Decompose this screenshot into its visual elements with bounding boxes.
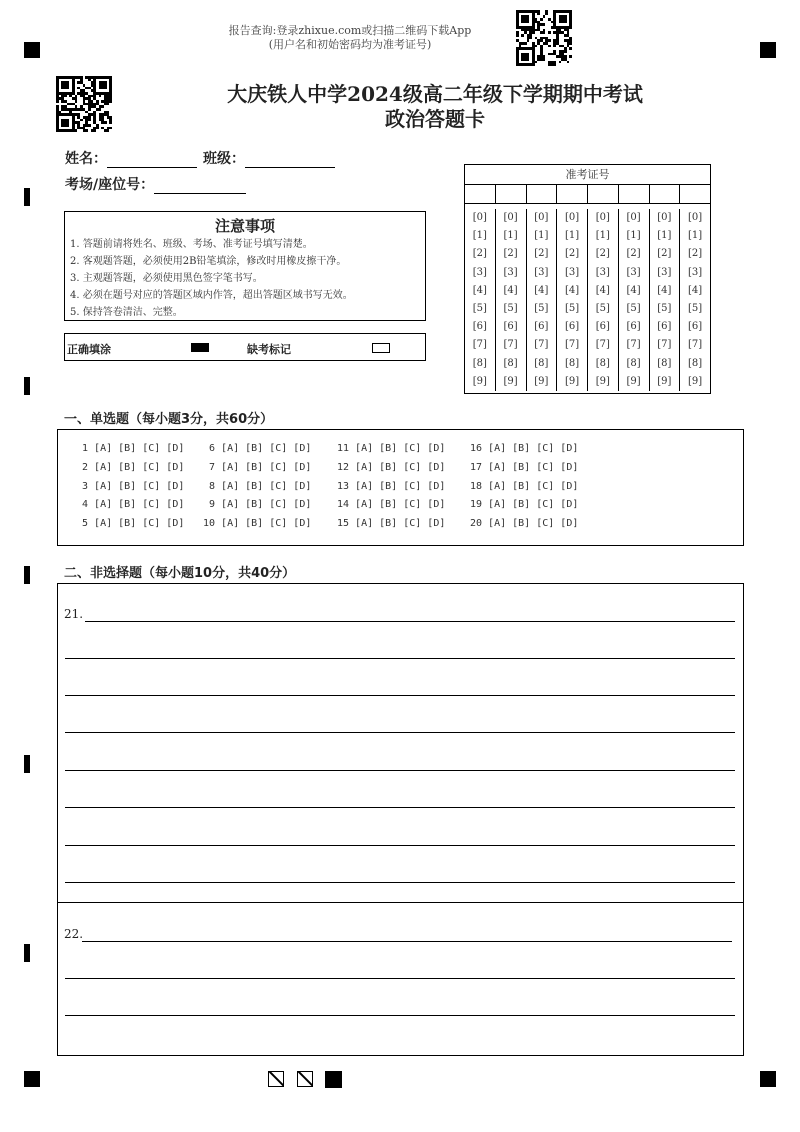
answer-line[interactable]: [65, 658, 735, 659]
admission-digit-bubble[interactable]: [7]: [626, 339, 641, 351]
admission-digit-bubble[interactable]: [7]: [595, 339, 610, 351]
choice-column: [337, 440, 445, 534]
admission-digit-bubble[interactable]: [0]: [595, 212, 610, 223]
admission-digit-bubble[interactable]: [3]: [565, 266, 580, 278]
timing-mark: [24, 944, 30, 962]
choice-row[interactable]: 5 [A] [B] [C] [D]: [76, 518, 185, 530]
admission-digit-bubble[interactable]: [7]: [534, 339, 549, 351]
answer-line[interactable]: [65, 807, 735, 808]
answer-line[interactable]: [85, 621, 735, 622]
choice-row[interactable]: 18 [A] [B] [C] [D]: [470, 480, 579, 492]
admission-digit-bubble[interactable]: [2]: [565, 248, 580, 260]
admission-digit-bubble[interactable]: [0]: [534, 212, 549, 223]
admission-digit-bubble[interactable]: [9]: [595, 375, 610, 387]
corner-mark-bottom-left: [24, 1071, 40, 1087]
admission-digit-bubble[interactable]: [8]: [688, 357, 703, 369]
admission-digit-bubble[interactable]: [1]: [626, 230, 641, 242]
admission-digit-bubble[interactable]: [9]: [472, 375, 487, 387]
choice-row[interactable]: 7 [A] [B] [C] [D]: [203, 461, 312, 473]
answer-line[interactable]: [65, 695, 735, 696]
exam-title: 大庆铁人中学2024级高二年级下学期期中考试: [227, 82, 643, 106]
admission-digit-bubble[interactable]: [1]: [565, 230, 580, 242]
class-label: 班级：: [203, 151, 245, 167]
admission-digit-bubble[interactable]: [3]: [657, 266, 672, 278]
attention-item: 4. 必须在题号对应的答题区域内作答，超出答题区域书写无效。: [70, 290, 353, 301]
room-seat-field[interactable]: [65, 174, 246, 194]
admission-digit-bubble[interactable]: [3]: [472, 266, 487, 278]
correct-fill-sample: [191, 343, 209, 352]
name-field[interactable]: [65, 148, 197, 168]
admission-digit-bubble[interactable]: [5]: [534, 303, 549, 315]
admission-digit-bubble[interactable]: [0]: [657, 212, 672, 223]
admission-digit-bubble[interactable]: [9]: [534, 375, 549, 387]
correct-fill-label: 正确填涂: [67, 343, 111, 356]
fill-legend-box: [64, 333, 426, 361]
choice-row[interactable]: 4 [A] [B] [C] [D]: [76, 499, 185, 511]
admission-digit-bubble[interactable]: [5]: [503, 303, 518, 315]
room-seat-line[interactable]: [154, 179, 246, 194]
admission-digit-bubble[interactable]: [3]: [688, 266, 703, 278]
admission-digit-bubble[interactable]: [8]: [534, 357, 549, 369]
admission-digit-bubble[interactable]: [4]: [626, 284, 641, 296]
choice-row[interactable]: 8 [A] [B] [C] [D]: [203, 480, 312, 492]
admission-digit-bubble[interactable]: [6]: [657, 321, 672, 333]
admission-digit-bubble[interactable]: [8]: [503, 357, 518, 369]
section-2-heading: 二、非选择题（每小题10分，共40分）: [64, 566, 296, 581]
admission-write-box[interactable]: [650, 185, 681, 203]
admission-write-box[interactable]: [680, 185, 710, 203]
admission-digit-bubble[interactable]: [9]: [565, 375, 580, 387]
admission-digit-bubble[interactable]: [8]: [626, 357, 641, 369]
admission-digit-bubble[interactable]: [0]: [626, 212, 641, 223]
admission-digit-bubble[interactable]: [6]: [565, 321, 580, 333]
answer-line[interactable]: [65, 732, 735, 733]
page-mark-slash: [297, 1071, 313, 1087]
admission-digit-bubble[interactable]: [9]: [657, 375, 672, 387]
timing-mark: [24, 566, 30, 584]
choice-row[interactable]: 10 [A] [B] [C] [D]: [203, 518, 312, 530]
admission-digit-bubble[interactable]: [2]: [657, 248, 672, 260]
admission-digit-column: [619, 209, 650, 391]
qr-code-left: [56, 76, 112, 132]
question-22-number: 22.: [64, 927, 84, 941]
attention-item: 2. 客观题答题，必须使用2B铅笔填涂，修改时用橡皮擦干净。: [70, 256, 347, 267]
admission-digit-bubble[interactable]: [5]: [657, 303, 672, 315]
answer-line[interactable]: [65, 770, 735, 771]
admission-digit-bubble[interactable]: [7]: [565, 339, 580, 351]
corner-mark-top-right: [760, 42, 776, 58]
admission-digit-bubble[interactable]: [6]: [503, 321, 518, 333]
admission-heading: 准考证号: [465, 165, 710, 185]
class-field[interactable]: [203, 148, 335, 168]
admission-digit-column: [650, 209, 681, 391]
admission-digit-bubble[interactable]: [4]: [503, 284, 518, 296]
admission-digit-bubble[interactable]: [4]: [472, 284, 487, 296]
admission-digit-bubble[interactable]: [2]: [688, 248, 703, 260]
admission-digit-bubble[interactable]: [8]: [565, 357, 580, 369]
admission-digit-bubble[interactable]: [8]: [657, 357, 672, 369]
admission-digit-bubble[interactable]: [4]: [657, 284, 672, 296]
admission-digit-bubble[interactable]: [1]: [657, 230, 672, 242]
choice-row[interactable]: 6 [A] [B] [C] [D]: [203, 443, 312, 454]
admission-digit-bubble[interactable]: [1]: [595, 230, 610, 242]
admission-digit-bubble[interactable]: [1]: [534, 230, 549, 242]
timing-mark: [24, 755, 30, 773]
admission-digit-bubble[interactable]: [5]: [688, 303, 703, 315]
report-query-notice: [170, 24, 530, 52]
admission-digit-bubble[interactable]: [7]: [657, 339, 672, 351]
admission-bubble-columns: [465, 204, 710, 393]
attention-item: 1. 答题前请将姓名、班级、考场、准考证号填写清楚。: [70, 239, 313, 250]
admission-digit-column: [527, 209, 558, 391]
answer-area-21: [57, 583, 744, 903]
multiple-choice-box: [57, 429, 744, 546]
admission-digit-bubble[interactable]: [2]: [472, 248, 487, 260]
admission-digit-bubble[interactable]: [6]: [688, 321, 703, 333]
admission-digit-column: [465, 209, 496, 391]
choice-row[interactable]: 2 [A] [B] [C] [D]: [76, 461, 185, 473]
room-seat-label: 考场/座位号：: [65, 177, 155, 193]
admission-digit-bubble[interactable]: [4]: [565, 284, 580, 296]
admission-digit-bubble[interactable]: [0]: [565, 212, 580, 223]
page-mark-slash: [268, 1071, 284, 1087]
corner-mark-top-left: [24, 42, 40, 58]
admission-digit-bubble[interactable]: [9]: [626, 375, 641, 387]
admission-digit-bubble[interactable]: [9]: [688, 375, 703, 387]
admission-digit-column: [557, 209, 588, 391]
admission-digit-bubble[interactable]: [7]: [472, 339, 487, 351]
page-mark-filled: [325, 1071, 342, 1088]
admission-digit-bubble[interactable]: [3]: [534, 266, 549, 278]
attention-box: [64, 211, 426, 321]
choice-row[interactable]: 19 [A] [B] [C] [D]: [470, 499, 579, 511]
question-21-number: 21.: [64, 607, 84, 621]
admission-digit-bubble[interactable]: [3]: [595, 266, 610, 278]
admission-digit-bubble[interactable]: [2]: [626, 248, 641, 260]
admission-digit-bubble[interactable]: [6]: [595, 321, 610, 333]
admission-digit-bubble[interactable]: [0]: [503, 212, 518, 223]
attention-heading: 注意事项: [214, 217, 275, 235]
choice-row[interactable]: 12 [A] [B] [C] [D]: [337, 461, 446, 473]
admission-digit-bubble[interactable]: [2]: [503, 248, 518, 260]
answer-line[interactable]: [82, 941, 732, 942]
admission-digit-bubble[interactable]: [2]: [534, 248, 549, 260]
choice-row[interactable]: 1 [A] [B] [C] [D]: [76, 443, 185, 454]
choice-column: [203, 440, 311, 534]
admission-digit-bubble[interactable]: [8]: [595, 357, 610, 369]
absent-mark-checkbox[interactable]: [372, 343, 390, 353]
admission-write-box[interactable]: [527, 185, 558, 203]
section-1-heading: 一、单选题（每小题3分，共60分）: [64, 412, 274, 427]
admission-write-box[interactable]: [557, 185, 588, 203]
admission-digit-bubble[interactable]: [5]: [472, 303, 487, 315]
admission-write-boxes: [465, 185, 710, 204]
exam-subtitle: 政治答题卡: [385, 107, 485, 131]
admission-digit-bubble[interactable]: [1]: [472, 230, 487, 242]
attention-item: 3. 主观题答题，必须使用黑色签字笔书写。: [70, 273, 263, 284]
name-label: 姓名：: [65, 151, 107, 167]
qr-code-top: [516, 10, 572, 66]
admission-number-grid: [464, 164, 711, 394]
choice-row[interactable]: 9 [A] [B] [C] [D]: [203, 499, 312, 511]
answer-line[interactable]: [65, 1015, 735, 1016]
attention-item: 5. 保持答卷清洁、完整。: [70, 307, 183, 318]
admission-digit-bubble[interactable]: [4]: [595, 284, 610, 296]
corner-mark-bottom-right: [760, 1071, 776, 1087]
notice-line-2: (用户名和初始密码均为准考证号): [268, 38, 432, 51]
name-line[interactable]: [107, 153, 197, 168]
timing-mark: [24, 377, 30, 395]
admission-digit-bubble[interactable]: [4]: [534, 284, 549, 296]
admission-digit-bubble[interactable]: [4]: [688, 284, 703, 296]
notice-line-1: 报告查询:登录zhixue.com或扫描二维码下载App: [228, 24, 472, 37]
choice-row[interactable]: 3 [A] [B] [C] [D]: [76, 480, 185, 492]
choice-row[interactable]: 20 [A] [B] [C] [D]: [470, 518, 579, 530]
class-line[interactable]: [245, 153, 335, 168]
admission-write-box[interactable]: [496, 185, 527, 203]
admission-digit-bubble[interactable]: [5]: [626, 303, 641, 315]
answer-area-22: [57, 902, 744, 1056]
answer-line[interactable]: [65, 978, 735, 979]
admission-digit-column: [588, 209, 619, 391]
admission-write-box[interactable]: [619, 185, 650, 203]
admission-digit-bubble[interactable]: [1]: [688, 230, 703, 242]
admission-digit-bubble[interactable]: [7]: [503, 339, 518, 351]
admission-digit-bubble[interactable]: [5]: [565, 303, 580, 315]
absent-mark-label: 缺考标记: [247, 343, 291, 356]
choice-row[interactable]: 17 [A] [B] [C] [D]: [470, 461, 579, 473]
choice-row[interactable]: 13 [A] [B] [C] [D]: [337, 480, 446, 492]
admission-digit-bubble[interactable]: [3]: [503, 266, 518, 278]
admission-write-box[interactable]: [588, 185, 619, 203]
admission-digit-bubble[interactable]: [3]: [626, 266, 641, 278]
choice-row[interactable]: 15 [A] [B] [C] [D]: [337, 518, 446, 530]
admission-digit-bubble[interactable]: [7]: [688, 339, 703, 351]
choice-row[interactable]: 16 [A] [B] [C] [D]: [470, 443, 579, 454]
admission-digit-bubble[interactable]: [0]: [472, 212, 487, 223]
admission-digit-column: [496, 209, 527, 391]
choice-column: [76, 440, 184, 534]
choice-row[interactable]: 11 [A] [B] [C] [D]: [337, 443, 446, 454]
choice-column: [470, 440, 578, 534]
timing-mark: [24, 188, 30, 206]
admission-digit-bubble[interactable]: [8]: [472, 357, 487, 369]
answer-line[interactable]: [65, 845, 735, 846]
admission-digit-bubble[interactable]: [1]: [503, 230, 518, 242]
admission-digit-bubble[interactable]: [0]: [688, 212, 703, 223]
admission-digit-bubble[interactable]: [6]: [534, 321, 549, 333]
answer-line[interactable]: [65, 882, 735, 883]
admission-digit-column: [680, 209, 710, 391]
admission-digit-bubble[interactable]: [9]: [503, 375, 518, 387]
admission-digit-bubble[interactable]: [6]: [472, 321, 487, 333]
admission-write-box[interactable]: [465, 185, 496, 203]
admission-digit-bubble[interactable]: [6]: [626, 321, 641, 333]
admission-digit-bubble[interactable]: [5]: [595, 303, 610, 315]
admission-digit-bubble[interactable]: [2]: [595, 248, 610, 260]
choice-row[interactable]: 14 [A] [B] [C] [D]: [337, 499, 446, 511]
